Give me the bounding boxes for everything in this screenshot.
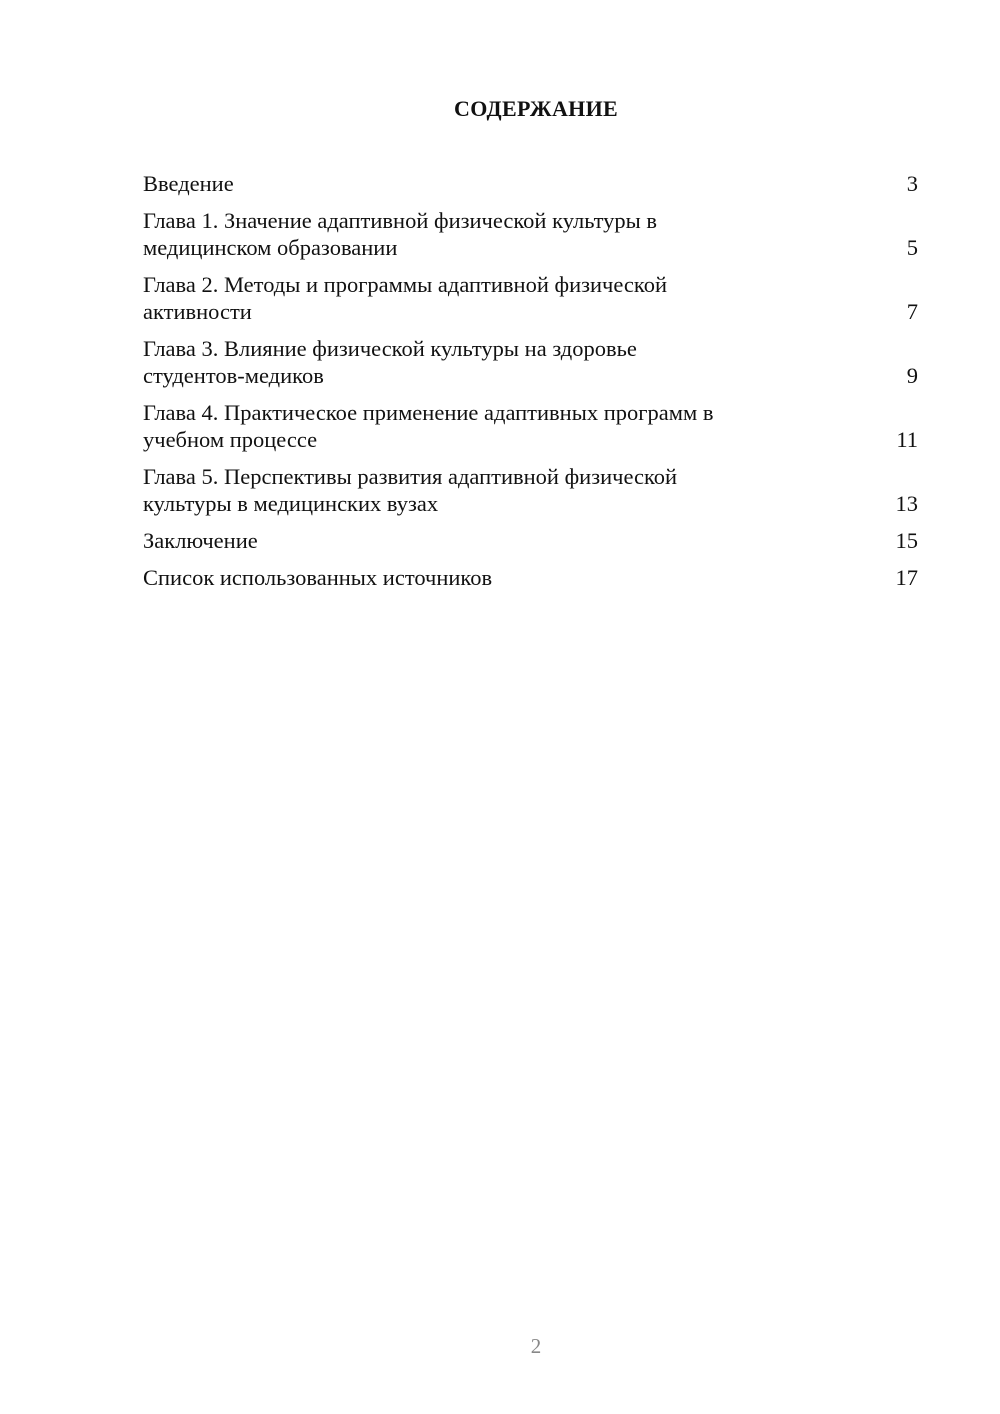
toc-entry-title: Глава 5. Перспективы развития адаптивной физической <box>143 464 678 489</box>
toc-entry-page: 7 <box>906 299 918 324</box>
toc-entry-title: Введение <box>143 171 234 196</box>
toc-entry-page: 5 <box>906 235 918 260</box>
page-number: 2 <box>530 1334 542 1358</box>
toc-entry-chapter-4 <box>143 399 918 453</box>
toc-entry-introduction <box>143 170 918 197</box>
toc-entry-chapter-1 <box>143 207 918 261</box>
toc-entry-title: Список использованных источников <box>143 565 493 590</box>
toc-entry-title: активности <box>143 299 252 324</box>
toc-entry-title: учебном процессе <box>143 427 318 452</box>
toc-entry-page: 15 <box>895 528 918 553</box>
toc-entry-conclusion <box>143 527 918 554</box>
toc-entry-page: 9 <box>906 363 918 388</box>
toc-entry-page: 17 <box>895 565 918 590</box>
toc-entry-title: Глава 3. Влияние физической культуры на здоровье <box>143 336 637 361</box>
toc-entry-chapter-5 <box>143 463 918 517</box>
toc-entry-page: 13 <box>895 491 918 516</box>
toc-entry-references <box>143 564 918 591</box>
toc-entry-title: культуры в медицинских вузах <box>143 491 439 516</box>
table-of-contents <box>143 170 918 601</box>
toc-entry-title: студентов-медиков <box>143 363 324 388</box>
toc-entry-chapter-3 <box>143 335 918 389</box>
toc-entry-title: Глава 1. Значение адаптивной физической культуры в <box>143 208 657 233</box>
toc-entry-title: медицинском образовании <box>143 235 398 260</box>
toc-entry-page: 3 <box>906 171 918 196</box>
page-title: СОДЕРЖАНИЕ <box>454 96 618 121</box>
toc-entry-title: Глава 4. Практическое применение адаптивных программ в <box>143 400 714 425</box>
toc-entry-title: Заключение <box>143 528 258 553</box>
toc-entry-title: Глава 2. Методы и программы адаптивной физической <box>143 272 667 297</box>
toc-entry-chapter-2 <box>143 271 918 325</box>
toc-entry-page: 11 <box>896 427 918 452</box>
